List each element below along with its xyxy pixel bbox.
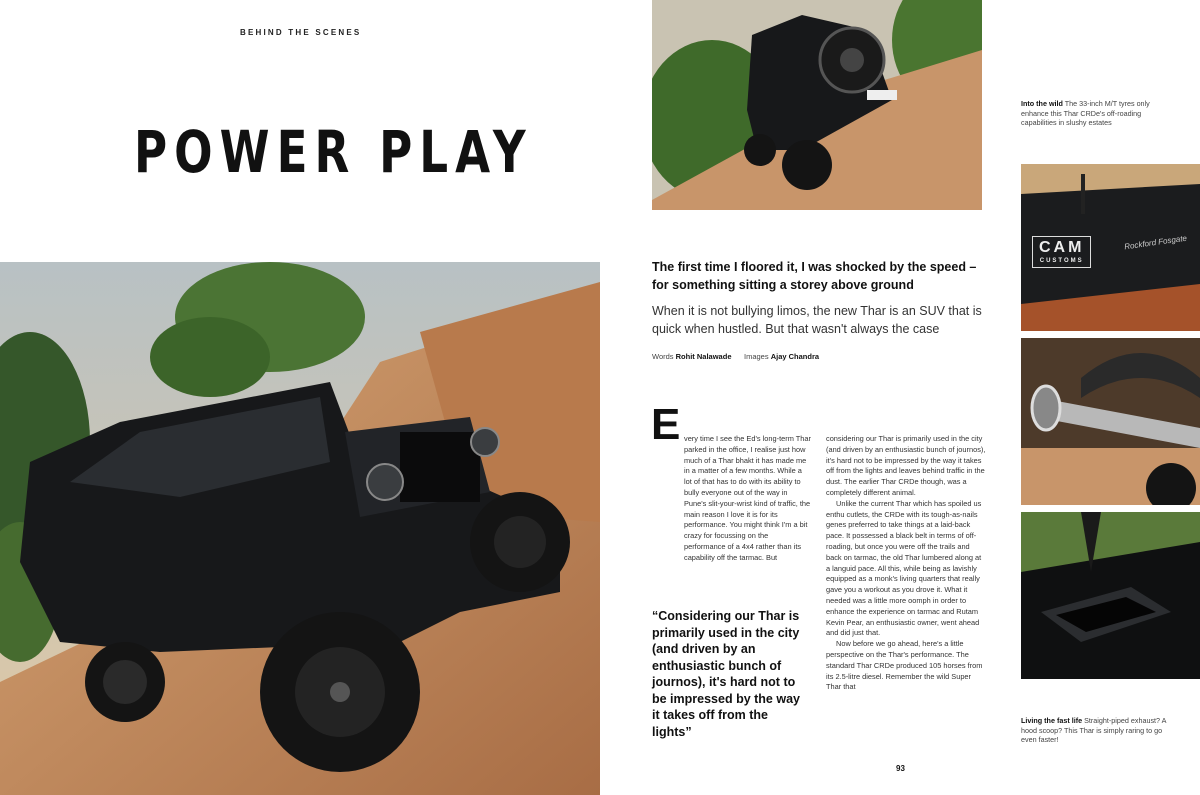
caption-into-the-wild [1021,99,1171,128]
standfirst: The first time I floored it, I was shocked by the speed – for something sitting a storey above ground [652,260,977,292]
images-name: Ajay Chandra [770,352,820,361]
caption-top-bold: Into the wild [1021,99,1063,108]
badge-main-text: CAM [1039,239,1085,256]
badge-script-text: Rockford Fosgate [1123,233,1188,252]
article-column-2 [826,434,986,693]
page-number: 93 [896,764,905,773]
images-label: Images [744,352,769,361]
caption-fast-life [1021,716,1171,745]
caption-bottom-text: Straight-piped exhaust? A hood scoop? This Thar is simply raring to go even faster! [1021,716,1167,745]
cam-badge [1032,236,1091,268]
credits [652,352,819,361]
article-paragraph: very time I see the Ed's long-term Thar parked in the office, I realise just how much of a Thar bhakt it has made me in a matter of a few months. While a lot of that has to do with its ability to bully everyone out of the way in Pune's slit-your-wrist kind of traffic, the main reason I love it is for its performance. You might think I'm a bit crazy for focussing on the performance of a 4x4 rather than its capability off the tarmac. But [684,434,811,562]
caption-bottom-bold: Living the fast life [1021,716,1083,725]
headline: POWER PLAY [134,118,533,186]
words-name: Rohit Nalawade [675,352,732,361]
hero-jeep-photo [0,262,600,795]
top-jeep-photo [652,0,982,210]
article-paragraph: Unlike the current Thar which has spoiled us enthu cutlets, the CRDe with its tough-as-nails genes preferred to take things at a laid-back pace. It possessed a black belt in terms of off-roading, but once you were off the trails and back on tarmac, the old Thar lumbered along at a languid pace. All this, while being as lavishly equipped as a monk's living quarters that really gave you a workout as you drove it. What it needed was a little more oomph in order to enhance the experience on tarmac and Rutam Kevin Pear, an enthusiastic owner, went ahead and did just that. [826,498,982,638]
intro: When it is not bullying limos, the new Thar is an SUV that is quick when hustled. But that wasn't always the case [652,304,982,336]
words-label: Words [652,352,674,361]
article-paragraph: considering our Thar is primarily used in the city (and driven by an enthusiastic bunch of journos), it's hard not to be impressed by the way it takes off from the lights and leaves behind traffic in the dust. The earlier Thar CRDe though, was a completely different animal. [826,434,986,497]
pull-quote: “Considering our Thar is primarily used in the city (and driven by an enthusiastic bunch of journos), it's hard not to be impressed by the way it takes off from the lights” [652,609,800,739]
drop-cap: E [651,400,681,449]
exhaust-photo [1021,338,1200,505]
article-paragraph: Now before we go ahead, here's a little perspective on the Thar's performance. The standard Thar CRDe produced 105 horses from its 2.5-litre diesel. Remember the wild Super Thar that [826,639,983,692]
hood-scoop-photo [1021,512,1200,679]
badge-sub-text: CUSTOMS [1039,258,1084,264]
caption-top-text: The 33-inch M/T tyres only enhance this Thar CRDe's off-roading capabilities in slushy estates [1021,99,1150,128]
section-kicker: BEHIND THE SCENES [240,28,362,37]
article-column-1 [651,434,811,564]
